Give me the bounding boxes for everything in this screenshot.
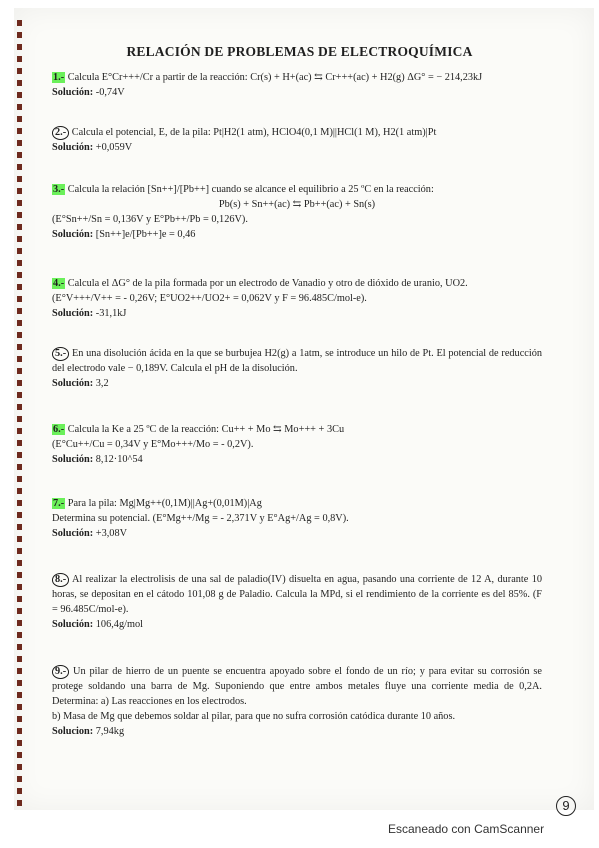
problem-number: 2.- <box>52 126 69 140</box>
problem-number: 1.- <box>53 72 65 83</box>
solution: Solución: -0,74V <box>52 87 125 98</box>
page-title: RELACIÓN DE PROBLEMAS DE ELECTROQUÍMICA <box>126 44 473 59</box>
problem-8 <box>52 572 542 632</box>
camscanner-watermark: Escaneado con CamScanner <box>388 822 545 836</box>
problem-3 <box>52 182 542 242</box>
problem-data: Determina su potencial. (E°Mg++/Mg = - 2,371V y E°Ag+/Ag = 0,8V). <box>52 513 349 524</box>
solution: Solucion: 7,94kg <box>52 726 125 737</box>
problem-2 <box>52 125 542 155</box>
problem-9 <box>52 664 542 739</box>
problem-number: 3.- <box>53 184 65 195</box>
problem-7 <box>52 496 542 541</box>
problem-1 <box>52 70 542 100</box>
problem-text: Un pilar de hierro de un puente se encuentra apoyado sobre el fondo de un río; y para evitar su corrosión se protege soldando una barra de Mg. Suponiendo que entre ambos metales fluye una corriente media de 0,2A. Determina: a) Las reacciones en los electrodos. <box>52 666 542 707</box>
problem-data: (E°Sn++/Sn = 0,136V y E°Pb++/Pb = 0,126V). <box>52 214 248 225</box>
problem-text: Calcula la Ke a 25 ºC de la reacción: Cu++ + Mo ⇆ Mo+++ + 3Cu <box>67 424 345 435</box>
problem-4 <box>52 276 542 321</box>
problem-number: 6.- <box>53 424 65 435</box>
solution: Solución: [Sn++]e/[Pb++]e = 0,46 <box>52 229 196 240</box>
problem-part-b: b) Masa de Mg que debemos soldar al pilar, para que no sufra corrosión catódica durante 10 años. <box>52 711 456 722</box>
page-number: 9 <box>556 796 576 816</box>
problem-number: 9.- <box>52 665 69 679</box>
problem-text: Calcula la relación [Sn++]/[Pb++] cuando se alcance el equilibrio a 25 ºC en la reacción: <box>67 184 434 195</box>
problem-text: Calcula el ΔG° de la pila formada por un electrodo de Vanadio y otro de dióxido de uranio, UO2. <box>67 278 468 289</box>
problem-6 <box>52 422 542 467</box>
solution: Solución: +0,059V <box>52 142 133 153</box>
problem-text: Para la pila: Mg|Mg++(0,1M)||Ag+(0,01M)|Ag <box>67 498 262 509</box>
reaction-equation: Pb(s) + Sn++(ac) ⇆ Pb++(ac) + Sn(s) <box>218 199 376 210</box>
problem-text: Calcula el potencial, E, de la pila: Pt|H2(1 atm), HClO4(0,1 M)||HCl(1 M), H2(1 atm)|Pt <box>71 127 437 138</box>
problem-number: 7.- <box>53 498 65 509</box>
problem-5 <box>52 346 542 391</box>
problem-number: 4.- <box>53 278 65 289</box>
solution: Solución: 3,2 <box>52 378 109 389</box>
problem-number: 8.- <box>52 573 69 587</box>
solution: Solución: +3,08V <box>52 528 128 539</box>
problem-data: (E°Cu++/Cu = 0,34V y E°Mo+++/Mo = - 0,2V). <box>52 439 254 450</box>
solution: Solución: 106,4g/mol <box>52 619 143 630</box>
solution: Solución: -31,1kJ <box>52 308 127 319</box>
problem-text: Calcula E°Cr+++/Cr a partir de la reacción: Cr(s) + H+(ac) ⇆ Cr+++(ac) + H2(g) ΔG° = − 214,23kJ <box>67 72 483 83</box>
problem-text: Al realizar la electrolisis de una sal de paladio(IV) disuelta en agua, pasando una corriente de 12 A, durante 10 horas, se depositan en el cátodo 101,08 g de Paladio. Calcula la MPd, si el rendimiento de la corriente es del 85%. (F = 96.485C/mol-e). <box>52 574 542 615</box>
binding-edge <box>17 20 22 810</box>
problem-number: 5.- <box>52 347 69 361</box>
problem-data: (E°V+++/V++ = - 0,26V; E°UO2++/UO2+ = 0,062V y F = 96.485C/mol-e). <box>52 293 367 304</box>
problem-text: En una disolución ácida en la que se burbujea H2(g) a 1atm, se introduce un hilo de Pt. El potencial de reducción del electrodo vale − 0,189V. Calcula el pH de la disolución. <box>52 348 542 374</box>
solution: Solución: 8,12·10^54 <box>52 454 143 465</box>
